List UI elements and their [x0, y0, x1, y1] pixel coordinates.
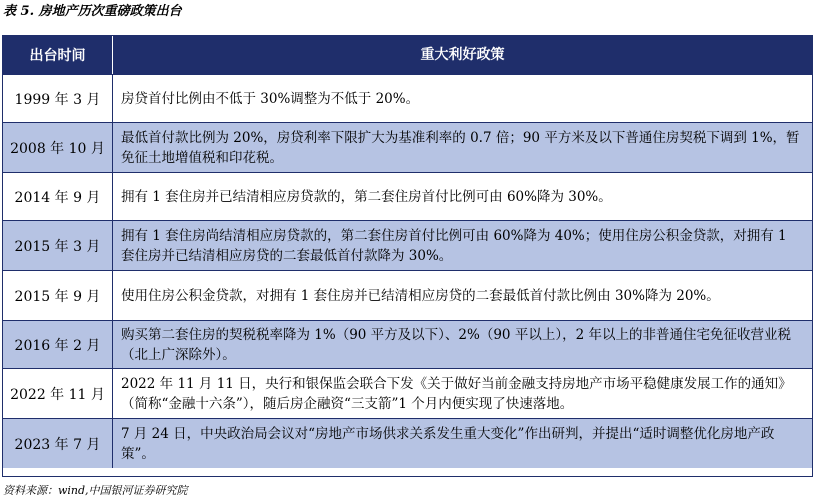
row-policy: 7 月 24 日，中央政治局会议对“房地产市场供求关系发生重大变化”作出研判，并提出“适时调整优化房地产政策”。 — [121, 425, 775, 462]
row-policy: 拥有 1 套住房并已结清相应房贷款的，第二套住房首付比例可由 60%降为 30%。 — [121, 188, 612, 205]
table-row — [3, 220, 812, 270]
table-row — [3, 418, 812, 468]
table-row — [3, 74, 812, 122]
row-policy: 购买第二套住房的契税税率降为 1%（90 平方及以下）、2%（90 平以上），2 年以上的非普通住宅免征收营业税（北上广深除外）。 — [121, 326, 791, 363]
row-date: 2015 年 9 月 — [3, 271, 113, 320]
row-date: 2016 年 2 月 — [3, 321, 113, 368]
row-date: 1999 年 3 月 — [3, 75, 113, 122]
policy-table — [2, 35, 813, 477]
table-row — [3, 122, 812, 172]
table-row — [3, 368, 812, 418]
row-policy: 最低首付款比例为 20%，房贷利率下限扩大为基准利率的 0.7 倍；90 平方米及以下普通住房契税下调到 1%，暂免征土地增值税和印花税。 — [121, 129, 800, 166]
header-policy: 重大利好政策 — [420, 47, 505, 63]
row-policy: 2022 年 11 月 11 日，央行和银保监会联合下发《关于做好当前金融支持房地产市场平稳健康发展工作的通知》（简称“金融十六条”），随后房企融资“三支箭”1 个月内便实现了快速落地。 — [121, 375, 792, 412]
table-row — [3, 320, 812, 368]
source-note: 资料来源：wind,中国银河证券研究院 — [3, 484, 188, 497]
row-date: 2008 年 10 月 — [3, 123, 113, 172]
row-date: 2023 年 7 月 — [3, 419, 113, 468]
row-date: 2014 年 9 月 — [3, 173, 113, 220]
row-policy: 拥有 1 套住房尚结清相应房贷款的，第二套住房首付比例可由 60%降为 40%；使用住房公积金贷款，对拥有 1 套住房并已结清相应房贷的二套最低首付款降为 30%。 — [121, 227, 787, 264]
table-row — [3, 172, 812, 220]
row-date: 2015 年 3 月 — [3, 221, 113, 270]
header-date: 出台时间 — [3, 36, 113, 74]
table-row — [3, 270, 812, 320]
table-header-row — [3, 36, 812, 74]
row-policy: 使用住房公积金贷款，对拥有 1 套住房并已结清相应房贷的二套最低首付款比例由 30%降为 20%。 — [121, 287, 720, 304]
table-caption: 表 5. 房地产历次重磅政策出台 — [3, 4, 182, 19]
row-date: 2022 年 11 月 — [3, 369, 113, 418]
row-policy: 房贷首付比例由不低于 30%调整为不低于 20%。 — [121, 90, 420, 107]
